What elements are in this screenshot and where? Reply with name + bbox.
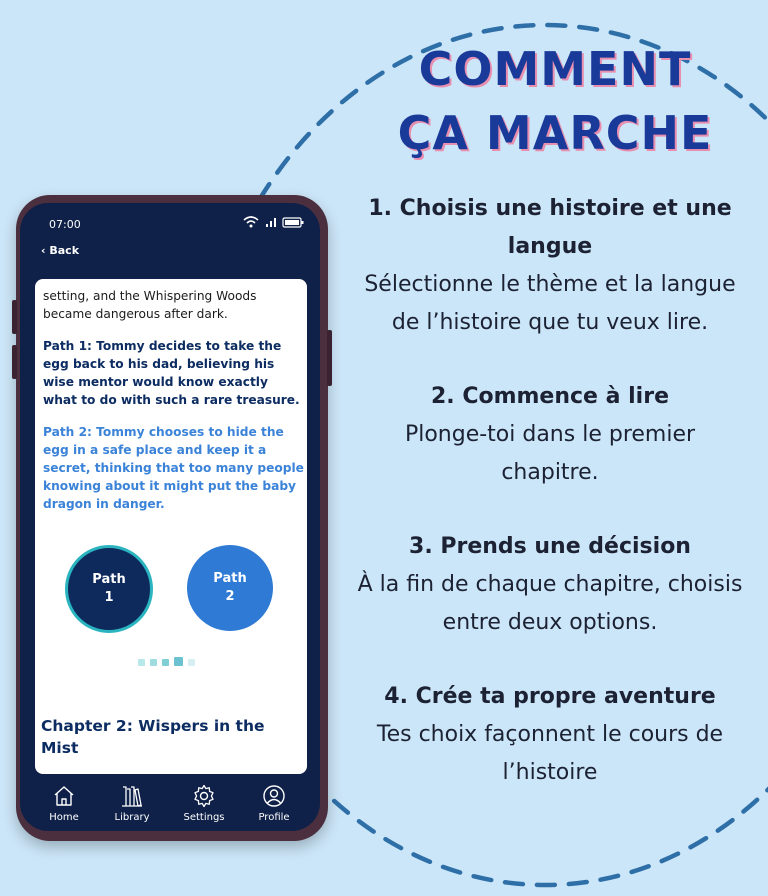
- phone-screen: [20, 203, 320, 831]
- profile-icon: [262, 784, 286, 808]
- step-title: 1. Choisis une histoire et une langue: [368, 196, 732, 259]
- page-title-line-1: COMMENT: [418, 42, 692, 96]
- gear-icon: [192, 784, 216, 808]
- step-description: Sélectionne le thème et la langue de l’histoire que tu veux lire.: [364, 272, 736, 335]
- dot: [162, 659, 169, 666]
- step-title: 2. Commence à lire: [431, 384, 669, 409]
- status-bar: [20, 203, 320, 243]
- story-path-2: Path 2: Tommy chooses to hide the egg in a safe place and keep it a secret, thinking that too many people knowing about it might put the baby dragon in danger.: [43, 425, 304, 511]
- path-button-number: 2: [225, 589, 235, 604]
- steps-list: [355, 190, 745, 828]
- dot: [188, 659, 195, 666]
- step-2: [355, 378, 745, 492]
- step-3: [355, 528, 745, 642]
- battery-icon: [283, 218, 304, 227]
- step-4: [355, 678, 745, 792]
- phone-side-button: [12, 300, 17, 334]
- status-time: 07:00: [49, 218, 81, 231]
- tab-settings[interactable]: [172, 778, 236, 831]
- signal-icon: [266, 218, 276, 227]
- status-icons: [242, 215, 306, 229]
- path-button-label: Path: [213, 571, 247, 586]
- dot: [138, 659, 145, 666]
- step-description: Tes choix façonnent le cours de l’histoire: [376, 722, 724, 785]
- story-card: [35, 279, 307, 774]
- wifi-icon: [244, 217, 258, 228]
- step-description: À la fin de chaque chapitre, choisis entre deux options.: [357, 572, 743, 635]
- path-2-button[interactable]: [187, 545, 273, 631]
- back-button[interactable]: ‹ Back: [41, 244, 80, 257]
- path-button-label: Path: [92, 572, 126, 587]
- tab-library[interactable]: [100, 778, 164, 831]
- tab-label: Settings: [183, 812, 225, 823]
- path-1-button[interactable]: [65, 545, 153, 633]
- tab-label: Library: [114, 812, 150, 823]
- story-text: [43, 287, 305, 513]
- step-1: [355, 190, 745, 342]
- tab-profile[interactable]: [242, 778, 306, 831]
- dot: [174, 657, 183, 666]
- bottom-tab-bar: [20, 778, 320, 831]
- phone-side-button: [327, 330, 332, 386]
- home-icon: [52, 784, 76, 808]
- path-button-number: 1: [104, 590, 114, 605]
- page-title-line-2: ÇA MARCHE: [397, 106, 713, 160]
- tab-home[interactable]: [32, 778, 96, 831]
- phone-side-button: [12, 345, 17, 379]
- step-title: 4. Crée ta propre aventure: [384, 684, 716, 709]
- step-title: 3. Prends une décision: [409, 534, 691, 559]
- tab-label: Profile: [258, 812, 290, 823]
- library-icon: [120, 784, 144, 808]
- tab-label: Home: [49, 812, 79, 823]
- dot: [150, 659, 157, 666]
- step-description: Plonge-toi dans le premier chapitre.: [404, 422, 696, 485]
- chapter-title: Chapter 2: Wispers in the Mist: [41, 717, 265, 757]
- story-path-1: Path 1: Tommy decides to take the egg back to his dad, believing his wise mentor would know exactly what to do with such a rare treasure.: [43, 339, 300, 407]
- story-intro: setting, and the Whispering Woods became dangerous after dark.: [43, 289, 257, 321]
